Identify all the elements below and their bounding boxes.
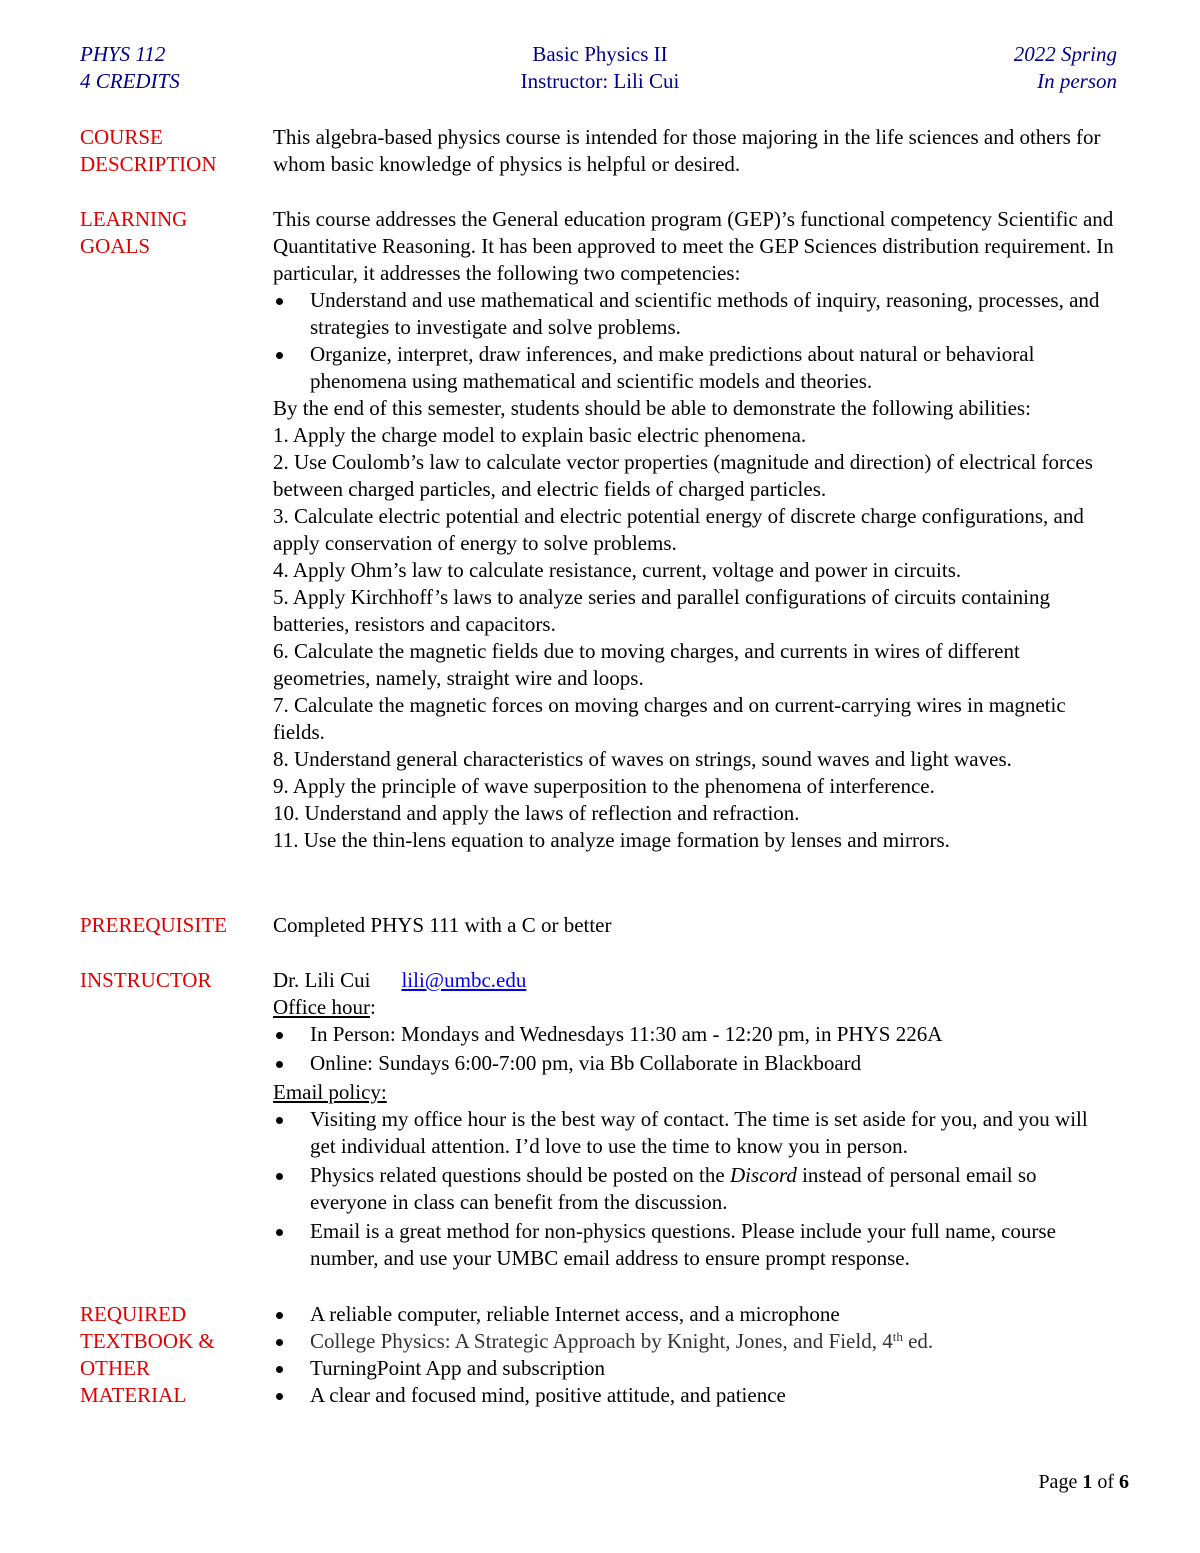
office-hour-label: Office hour (273, 995, 370, 1019)
bullet-icon (276, 1229, 283, 1236)
policy-text: Physics related questions should be posted on the (310, 1163, 730, 1187)
learning-goals-body (273, 206, 1118, 854)
list-item (273, 1218, 1118, 1272)
materials-list (273, 1301, 1118, 1409)
label-line: OTHER (80, 1356, 150, 1380)
of-word: of (1092, 1471, 1119, 1493)
ability-item: 4. Apply Ohm’s law to calculate resistance, current, voltage and power in circuits. (273, 558, 962, 582)
instructor-line: Instructor: Lili Cui (520, 69, 680, 93)
label-line: REQUIRED (80, 1302, 187, 1326)
office-hours-list (273, 1021, 1118, 1077)
list-item (273, 1106, 1118, 1160)
competency-text: Understand and use mathematical and scientific methods of inquiry, reasoning, processes, and strategies to investigate and solve problems. (310, 288, 1100, 339)
ability-item: 1. Apply the charge model to explain basic electric phenomena. (273, 423, 807, 447)
competency-text: Organize, interpret, draw inferences, and make predictions about natural or behavioral phenomena using mathematical and scientific models and theories. (310, 342, 1035, 393)
instructor-email-link[interactable]: lili@umbc.edu (401, 968, 527, 992)
abilities-intro: By the end of this semester, students should be able to demonstrate the following abilities: (273, 396, 1031, 420)
page-number: 1 (1082, 1471, 1093, 1493)
ability-item: 5. Apply Kirchhoff’s laws to analyze series and parallel configurations of circuits containing batteries, resistors and capacitors. (273, 585, 1050, 636)
header-center (80, 41, 1120, 95)
bullet-icon (276, 1339, 283, 1346)
course-code: PHYS 112 (80, 42, 166, 66)
material-text: College Physics: A Strategic Approach by Knight, Jones, and Field, 4 (310, 1329, 893, 1353)
ability-item: 10. Understand and apply the laws of reflection and refraction. (273, 801, 800, 825)
bullet-icon (276, 1032, 283, 1039)
label-line: TEXTBOOK & (80, 1329, 215, 1353)
bullet-icon (276, 1173, 283, 1180)
instructor-label (80, 967, 270, 994)
office-hour-text: In Person: Mondays and Wednesdays 11:30 am - 12:20 pm, in PHYS 226A (310, 1022, 943, 1046)
course-credits: 4 CREDITS (80, 69, 180, 93)
material-text: A clear and focused mind, positive attitude, and patience (310, 1383, 786, 1407)
bullet-icon (276, 1312, 283, 1319)
list-item (273, 1162, 1118, 1216)
label-line: MATERIAL (80, 1383, 187, 1407)
bullet-icon (276, 1117, 283, 1124)
label-line: INSTRUCTOR (80, 968, 212, 992)
page-word: Page (1038, 1471, 1083, 1493)
course-description-label (80, 124, 270, 178)
ability-item: 11. Use the thin-lens equation to analyze image formation by lenses and mirrors. (273, 828, 950, 852)
label-line: GOALS (80, 234, 151, 258)
material-text: TurningPoint App and subscription (310, 1356, 606, 1380)
label-line: LEARNING (80, 207, 188, 231)
list-item (273, 1355, 1118, 1382)
competency-list (273, 287, 1118, 395)
bullet-icon (276, 1393, 283, 1400)
policy-text: instead of personal email so everyone in class can benefit from the discussion. (310, 1163, 1037, 1214)
material-text: A reliable computer, reliable Internet access, and a microphone (310, 1302, 840, 1326)
ability-item: 9. Apply the principle of wave superposition to the phenomena of interference. (273, 774, 935, 798)
ability-item: 7. Calculate the magnetic forces on moving charges and on current-carrying wires in magnetic fields. (273, 693, 1066, 744)
email-policy-heading: Email policy: (273, 1080, 387, 1104)
ability-item: 3. Calculate electric potential and electric potential energy of discrete charge configurations, and apply conservation of energy to solve problems. (273, 504, 1084, 555)
ability-item: 6. Calculate the magnetic fields due to moving charges, and currents in wires of different geometries, namely, straight wire and loops. (273, 639, 1020, 690)
policy-text: Email is a great method for non-physics questions. Please include your full name, course number, and use your UMBC email address to ensure prompt response. (310, 1219, 1056, 1270)
instructor-name: Dr. Lili Cui (273, 968, 371, 992)
page-total: 6 (1119, 1471, 1129, 1493)
list-item (273, 287, 1118, 341)
label-line: COURSE (80, 125, 163, 149)
ability-item: 2. Use Coulomb’s law to calculate vector properties (magnitude and direction) of electrical forces between charged particles, and electric fields of charged particles. (273, 450, 1093, 501)
header-right (1014, 41, 1117, 95)
material-text: ed. (902, 1329, 934, 1353)
instructor-body (273, 967, 1118, 1274)
list-item (273, 1328, 1118, 1355)
list-item (273, 1382, 1118, 1409)
bullet-icon (276, 1061, 283, 1068)
edition-superscript: th (892, 1329, 903, 1344)
course-title: Basic Physics II (532, 42, 668, 66)
list-item (273, 1021, 1118, 1048)
course-mode: In person (1037, 69, 1117, 93)
prerequisite-text: Completed PHYS 111 with a C or better (273, 913, 612, 937)
list-item (273, 1301, 1118, 1328)
prerequisite-label (80, 912, 270, 939)
learning-goals-label (80, 206, 270, 260)
office-hour-colon: : (370, 995, 376, 1019)
page-footer (1038, 1469, 1129, 1496)
materials-body (273, 1301, 1118, 1409)
course-description-text: This algebra-based physics course is intended for those majoring in the life sciences and others for whom basic knowledge of physics is helpful or desired. (273, 125, 1101, 176)
office-hour-text: Online: Sundays 6:00-7:00 pm, via Bb Collaborate in Blackboard (310, 1051, 862, 1075)
goals-intro: This course addresses the General education program (GEP)’s functional competency Scientific and Quantitative Reasoning. It has been approved to meet the GEP Sciences distribution requirement. In particular, it addresses the following two competencies: (273, 207, 1114, 285)
instructor-contact (273, 967, 1118, 994)
label-line: PREREQUISITE (80, 913, 227, 937)
list-item (273, 341, 1118, 395)
course-description-body (273, 124, 1118, 178)
email-policy-list (273, 1106, 1118, 1272)
discord-word: Discord (729, 1163, 797, 1187)
materials-label (80, 1301, 270, 1409)
course-term: 2022 Spring (1013, 42, 1117, 66)
bullet-icon (276, 298, 283, 305)
policy-text: Visiting my office hour is the best way of contact. The time is set aside for you, and you will get individual attention. I’d love to use the time to know you in person. (310, 1107, 1088, 1158)
label-line: DESCRIPTION (80, 152, 217, 176)
office-hour-heading (273, 994, 1118, 1021)
bullet-icon (276, 1366, 283, 1373)
list-item (273, 1050, 1118, 1077)
prerequisite-body (273, 912, 1118, 939)
ability-item: 8. Understand general characteristics of waves on strings, sound waves and light waves. (273, 747, 1012, 771)
bullet-icon (276, 352, 283, 359)
